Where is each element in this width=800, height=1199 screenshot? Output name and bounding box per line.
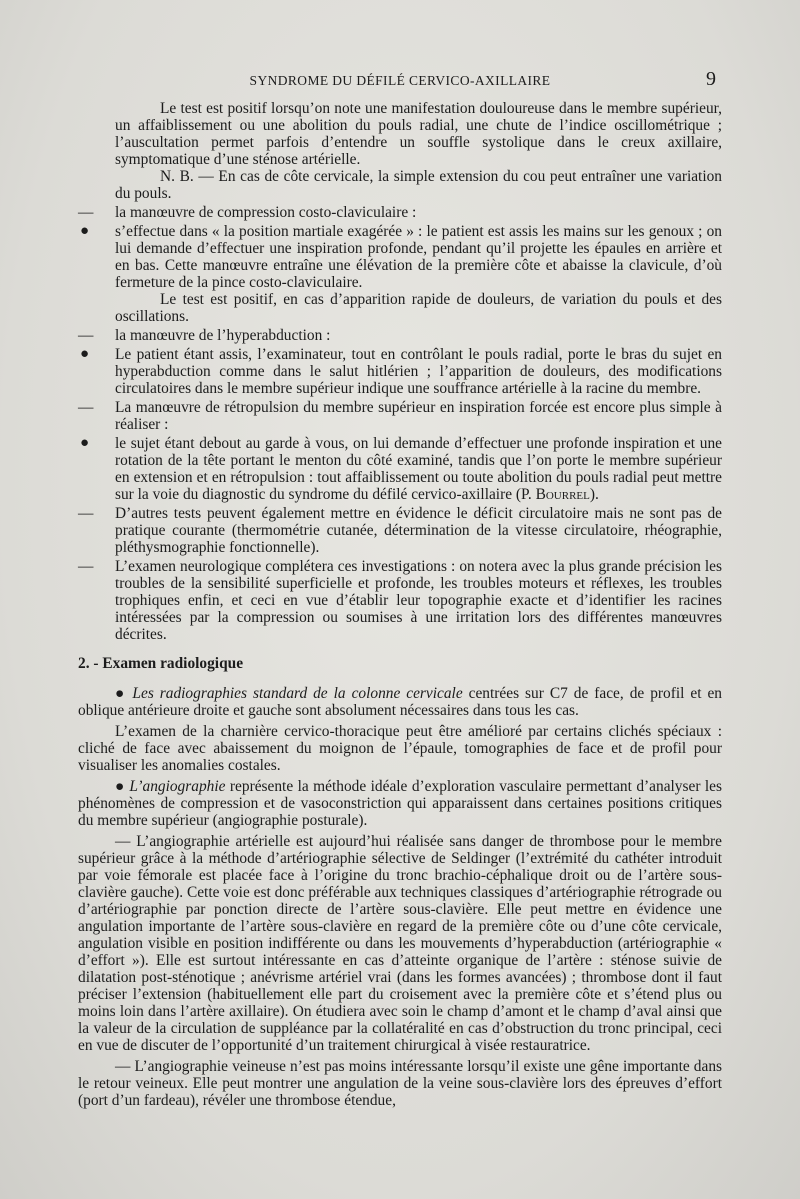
- paragraph-radiographies: ● Les radiographies standard de la colonne cervicale centrées sur C7 de face, de profil et en oblique antérieure droite et gauche sont absolument nécessaires dans tous les cas.: [78, 685, 723, 719]
- paragraph-costo-positive: Le test est positif, en cas d’apparition rapide de douleurs, de variation du pouls et des oscillations.: [115, 291, 722, 325]
- dash-item-other-tests: — D’autres tests peuvent également mettre en évidence le déficit circulatoire mais ne sont pas de pratique courante (thermométrie cutanée, détermination de la vitesse circulatoire, rhéographie, pléthysmographie fonctionnelle).: [78, 505, 722, 556]
- author-name: Bourrel: [535, 486, 590, 503]
- paragraph-nota-bene: N. B. — En cas de côte cervicale, la simple extension du cou peut entraîner une variation du pouls.: [115, 168, 722, 202]
- bullet-icon: ●: [80, 223, 90, 239]
- bullet-icon: ●: [115, 685, 127, 702]
- dash-marker: —: [78, 327, 94, 344]
- body-text: [78, 100, 722, 1109]
- paragraph-charniere: L’examen de la charnière cervico-thoracique peut être amélioré par certains clichés spéciaux : cliché de face avec abaissement du moignon de l’épaule, tomographies de face et de profil pour visualiser les anomalies costales.: [78, 723, 722, 774]
- page-number: 9: [706, 68, 716, 90]
- dash-item-hyperabduction: — la manœuvre de l’hyperabduction :: [78, 327, 331, 344]
- bullet-item-hyperabduction: ● Le patient étant assis, l’examinateur, tout en contrôlant le pouls radial, porte le bras du sujet en hyperabduction comme dans le salut hitlérien ; l’apparition de douleurs, des modifications circulatoires dans le membre supérieur indique une souffrance artérielle à la racine du membre.: [80, 346, 722, 397]
- dash-item-retropulsion: — La manœuvre de rétropulsion du membre supérieur en inspiration forcée est encore plus simple à réaliser :: [78, 399, 722, 433]
- bullet-icon: ●: [80, 435, 90, 451]
- bullet-item-retropulsion: ● le sujet étant debout au garde à vous, on lui demande d’effectuer une profonde inspiration et une rotation de la tête portant le menton du côté examiné, tandis que l’on porte le membre supérieur en extension et en rétropulsion : tout affaiblissement ou toute abolition du pouls radial peut mettre sur la voie du diagnostic du syndrome du défilé cervico-axillaire (P. Bourrel).: [80, 435, 722, 503]
- running-title: SYNDROME DU DÉFILÉ CERVICO-AXILLAIRE: [249, 73, 551, 88]
- dash-item-neurologic-exam: — L’examen neurologique complétera ces investigations : on notera avec la plus grande précision les troubles de la sensibilité superficielle et profonde, les troubles moteurs et réflexes, les troubles trophiques enfin, et ceci en vue d’établir leur topographie exacte et d’identifier les racines intéressées par la compression ou soumises à une irritation lors des différentes manœuvres décrites.: [78, 558, 722, 643]
- dash-marker: —: [78, 204, 94, 221]
- paragraph-test-positive: Le test est positif lorsqu’on note une manifestation douloureuse dans le membre supérieur, un affaiblissement ou une abolition du pouls radial, une chute de l’indice oscillométrique ; l’auscultation permet parfois d’entendre un souffle systolique dans le creux axillaire, symptomatique d’une sténose artérielle.: [115, 100, 722, 168]
- bullet-icon: ●: [80, 346, 90, 362]
- paragraph-angiographie-veineuse: — L’angiographie veineuse n’est pas moins intéressante lorsqu’il existe une gêne importante dans le retour veineux. Elle peut montrer une angulation de la veine sous-clavière lors des épreuves d’effort (port d’un fardeau), révéler une thrombose étendue,: [78, 1058, 722, 1109]
- dash-marker: —: [78, 558, 94, 575]
- section-heading: 2. - Examen radiologique: [78, 655, 244, 672]
- bullet-icon: ●: [115, 778, 125, 795]
- dash-marker: —: [78, 505, 94, 522]
- dash-marker: —: [78, 399, 94, 416]
- dash-item-costo-claviculaire: — la manœuvre de compression costo-claviculaire :: [78, 204, 417, 221]
- bullet-item-costo-claviculaire: ● s’effectue dans « la position martiale exagérée » : le patient est assis les mains sur les genoux ; on lui demande d’effectuer une inspiration profonde, pendant qu’il projette les épaules en arrière et en bas. Cette manœuvre entraîne une élévation de la première côte et abaisse la clavicule, d’où fermeture de la pince costo-claviculaire.: [80, 223, 722, 291]
- page-header: [78, 70, 722, 90]
- paragraph-angiographie: ● L’angiographie représente la méthode idéale d’exploration vasculaire permettant d’analyser les phénomènes de compression et de vasoconstriction qui apparaissent dans certaines positions critiques du membre supérieur (angiographie posturale).: [78, 778, 722, 829]
- paragraph-angiographie-arterielle: — L’angiographie artérielle est aujourd’hui réalisée sans danger de thrombose pour le membre supérieur grâce à la méthode d’artériographie sélective de Seldinger (l’extrémité du cathéter introduit par voie fémorale est placée face à l’origine du tronc brachio-céphalique droit ou de l’artère sous-clavière gauche). Cette voie est donc préférable aux techniques classiques d’artériographie rétrograde ou d’artériographie par ponction directe de l’artère sous-clavière. Elle peut mettre en évidence une angulation importante de l’artère sous-clavière en regard de la première côte ou d’une côte cervicale, angulation visible en position indifférente ou dans les mouvements d’hyperabduction (artériographie « d’effort »). Elle est surtout intéressante en cas d’atteinte organique de l’artère : sténose suivie de dilatation post-sténotique ; anévrisme artériel vrai (dans les formes avancées) ; thrombose dont il faut préciser l’extension (habituellement elle part du croisement avec la première côte et s’étend plus ou moins loin dans l’artère axillaire). On étudiera avec soin le champ d’amont et le champ d’aval ainsi que la valeur de la circulation de suppléance par la collatéralité en cas d’obstruction du tronc principal, ceci en vue de discuter de l’opportunité d’un traitement chirurgical à visée restauratrice.: [78, 833, 722, 1054]
